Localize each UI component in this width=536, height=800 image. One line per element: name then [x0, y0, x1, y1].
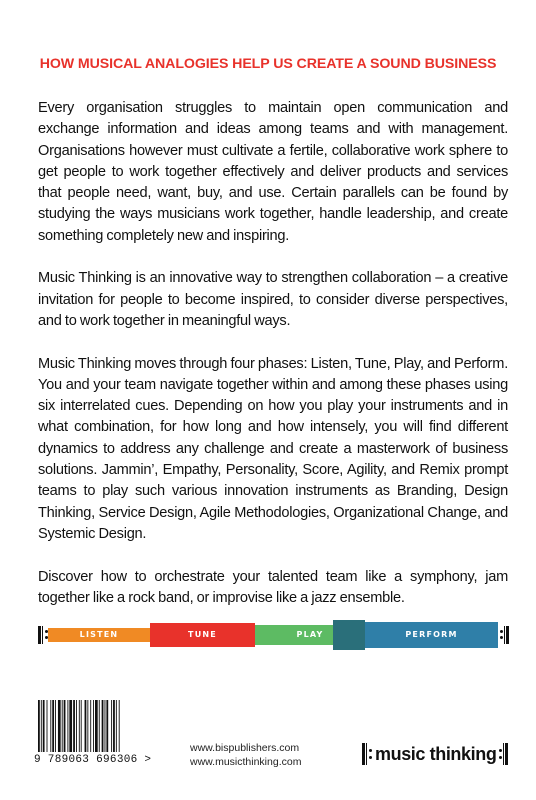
phase-play: PLAY: [255, 625, 365, 645]
paragraph: Music Thinking moves through four phases: Listen, Tune, Play, and Perform. You and your team navigate together within and among these phases using six interrelated cues. Depending on how you play your instruments and in what combination, for how long and how intensely, you will find different dynamics to address any challenge and create a masterwork of business solutions. Jammin’, Empathy, Personality, Score, Agility, and Remix prompt teams to play such various innovation instruments as Branding, Design Thinking, Service Design, Agile Methodologies, Organizational Change, and Systemic Design.: [38, 355, 508, 542]
phase-overlap: [333, 620, 365, 650]
repeat-end-icon: [499, 743, 509, 765]
paragraph: Music Thinking is an innovative way to strengthen collaboration – a creative invitation for people to become inspired, to consider diverse perspectives, and to work together in meaningful ways.: [38, 270, 508, 329]
repeat-start-icon: [38, 626, 48, 644]
phase-tune: TUNE: [150, 623, 255, 647]
page-title: HOW MUSICAL ANALOGIES HELP US CREATE A SOUND BUSINESS: [39, 56, 497, 72]
phase-bar: [38, 620, 508, 650]
music-thinking-logo: [362, 740, 509, 768]
repeat-end-icon: [500, 626, 510, 644]
publisher-urls: [190, 741, 301, 769]
paragraph: Discover how to orchestrate your talented team like a symphony, jam together like a rock band, or improvise like a jazz ensemble.: [38, 568, 508, 606]
url-link[interactable]: www.musicthinking.com: [190, 756, 302, 768]
body-text: [38, 98, 508, 630]
barcode: [36, 700, 156, 752]
paragraph: Every organisation struggles to maintain open communication and exchange information and ideas among teams and with management. Organisations however must cultivate a fertile, collaborative work sphere to get people to work together effectively and deliver products and services that people need, want, buy, and use. Certain parallels can be found by studying the ways musicians work together, handle leadership, and create something completely new and inspiring.: [38, 100, 508, 244]
phase-perform: PERFORM: [365, 622, 498, 648]
barcode-number: 9 789063 696306 >: [34, 754, 152, 766]
phase-listen: LISTEN: [48, 628, 150, 642]
url-link[interactable]: www.bispublishers.com: [190, 742, 300, 754]
logo-text: music thinking: [375, 743, 497, 764]
repeat-start-icon: [362, 743, 372, 765]
